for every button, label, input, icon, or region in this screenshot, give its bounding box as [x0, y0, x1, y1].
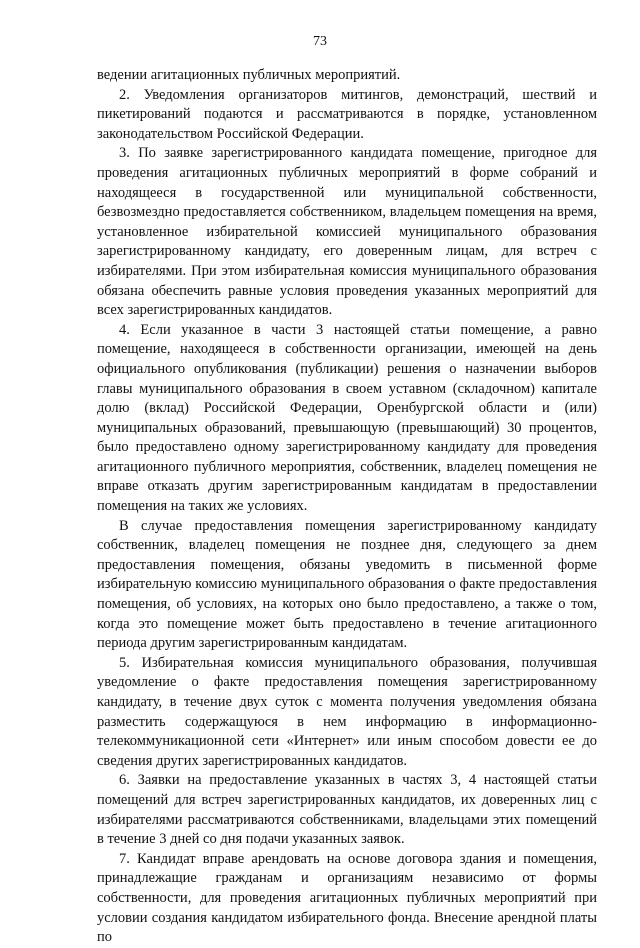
paragraph: В случае предоставления помещения зарегистрированному кандидату собственник, владелец помещения не позднее дня, следующего за днем предоставления помещения, обязаны уведомить в письменной форме избирательную комиссию муниципального образования о факте предоставления помещения, об условиях, на которых оно было предоставлено, а также о том, когда это помещение может быть предоставлено в течение агитационного периода другим зарегистрированным кандидатам.: [97, 517, 597, 652]
paragraph: 5. Избирательная комиссия муниципального образования, получившая уведомление о факте предоставления помещения зарегистрированному кандидату, в течение двух суток с момента получения уведомления обязана разместить содержащуюся в нем информацию в информационно-телекоммуникационной сети «Интернет» или иным способом довести ее до сведения других зарегистрированных кандидатов.: [97, 654, 597, 769]
paragraph: 6. Заявки на предоставление указанных в частях 3, 4 настоящей статьи помещений для встреч зарегистрированных кандидатов, их доверенных лиц с избирателями рассматриваются собственниками, владельцами этих помещений в течение 3 дней со дня подачи указанных заявок.: [97, 772, 597, 848]
paragraph: 2. Уведомления организаторов митингов, демонстраций, шествий и пикетирований подаются и рассматриваются в порядке, установленном законодательством Российской Федерации.: [97, 86, 597, 142]
paragraph: ведении агитационных публичных мероприятий.: [97, 67, 401, 83]
paragraph: 3. По заявке зарегистрированного кандидата помещение, пригодное для проведения агитационных публичных мероприятий в форме собраний и находящееся в государственной или муниципальной собственности, безвозмездно предоставляется собственником, владельцем помещения на время, установленное избирательной комиссией муниципального образования зарегистрированному кандидату, его доверенным лицам, для встреч с избирателями. При этом избирательная комиссия муниципального образования обязана обеспечить равные условия проведения указанных мероприятий для всех зарегистрированных кандидатов.: [97, 145, 597, 319]
paragraph: 7. Кандидат вправе арендовать на основе договора здания и помещения, принадлежащие гражданам и организациям независимо от формы собственности, для проведения агитационных публичных мероприятий при условии создания кандидатом избирательного фонда. Внесение арендной платы по: [97, 850, 597, 946]
body-text: [97, 66, 597, 948]
paragraph: 4. Если указанное в части 3 настоящей статьи помещение, а равно помещение, находящееся в собственности организации, имеющей на день официального опубликования (публикации) решения о назначении выборов главы муниципального образования в своем уставном (складочном) капитале долю (вклад) Российской Федерации, Оренбургской области и (или) муниципальных образований, превышающую (превышающий) 30 процентов, было предоставлено одному зарегистрированному кандидату для проведения агитационного публичного мероприятия, собственник, владелец помещения не вправе отказать другим зарегистрированным кандидатам в предоставлении помещения на таких же условиях.: [97, 321, 597, 515]
page-number: 73: [313, 34, 327, 49]
